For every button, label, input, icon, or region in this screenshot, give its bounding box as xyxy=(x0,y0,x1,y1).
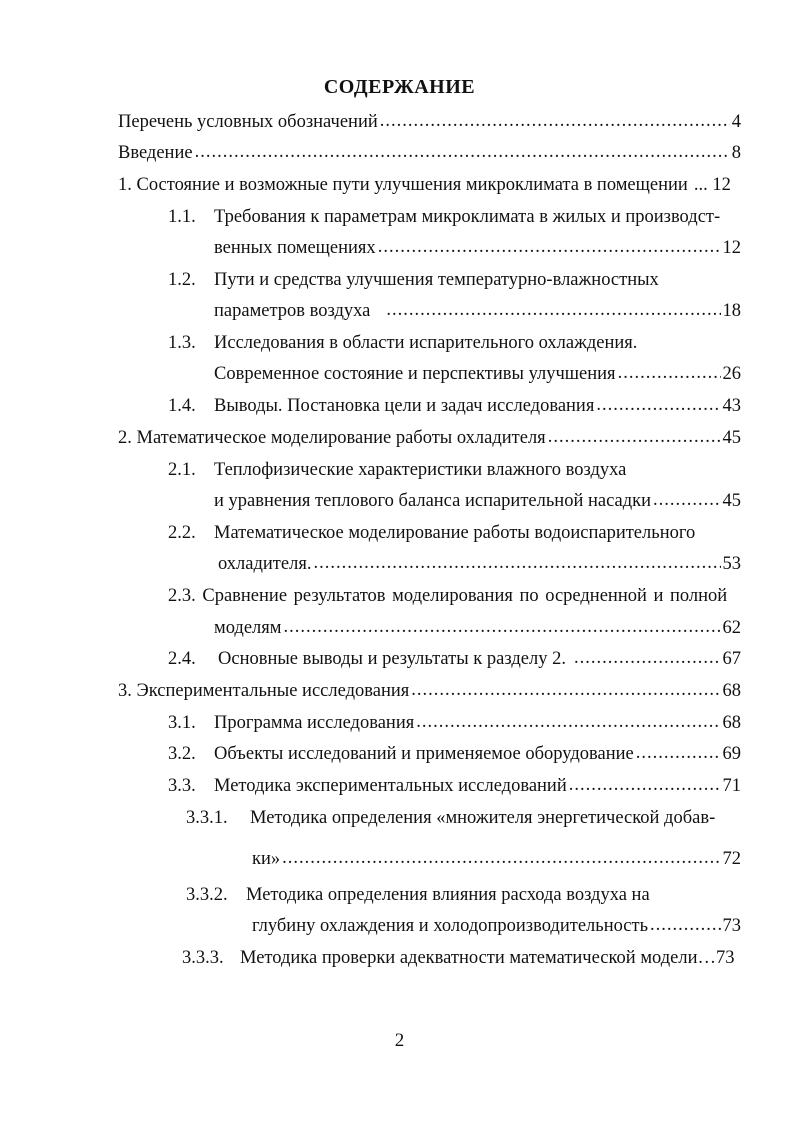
leader-dots xyxy=(596,391,720,419)
entry-text: Теплофизические характеристики влажного воздуха xyxy=(214,460,627,480)
toc-entry-continuation xyxy=(214,360,741,388)
leader-dots xyxy=(416,708,720,736)
toc-entry xyxy=(168,329,741,357)
entry-page: 72 xyxy=(722,849,741,869)
page-number: 2 xyxy=(394,1030,405,1051)
entry-text: параметров воздуха xyxy=(214,301,371,321)
entry-number: 2.1. xyxy=(168,460,196,480)
entry-page: 67 xyxy=(722,649,741,669)
entry-number: 2.2. xyxy=(168,523,196,543)
entry-page: 45 xyxy=(722,491,741,511)
toc-entry xyxy=(118,677,741,705)
entry-number: 3.3. xyxy=(168,776,196,796)
toc-entry xyxy=(118,139,741,167)
entry-number: 2.4. xyxy=(168,649,196,669)
entry-number: 3.3.2. xyxy=(186,885,228,905)
entry-page: 4 xyxy=(731,112,741,132)
entry-text: 3. Экспериментальные исследования xyxy=(118,681,410,701)
entry-page: 69 xyxy=(722,744,741,764)
entry-page: 18 xyxy=(722,301,741,321)
toc-entry-continuation xyxy=(252,845,741,873)
entry-text: Перечень условных обозначений xyxy=(118,112,378,132)
toc-entry xyxy=(186,881,741,909)
entry-number: 3.2. xyxy=(168,744,196,764)
entry-text: Математическое моделирование работы водоиспарительного xyxy=(214,523,696,543)
entry-number: 3.3.3. xyxy=(182,948,224,968)
entry-text: охладителя. xyxy=(218,554,312,574)
toc-entry xyxy=(168,709,741,737)
entry-page: 68 xyxy=(722,713,741,733)
toc-title: СОДЕРЖАНИЕ xyxy=(323,76,476,98)
toc-entry xyxy=(168,392,741,420)
toc-entry-continuation xyxy=(214,297,741,325)
entry-number: 3.3.1. xyxy=(186,808,228,828)
entry-number: 1.4. xyxy=(168,396,196,416)
entry-text: 1. Состояние и возможные пути улучшения микроклимата в помещении xyxy=(118,175,688,195)
entry-text: 2. Математическое моделирование работы охладителя xyxy=(118,428,546,448)
toc-entry xyxy=(118,424,741,452)
entry-text: моделям xyxy=(214,618,282,638)
entry-page: 53 xyxy=(722,554,741,574)
entry-text: венных помещениях xyxy=(214,238,376,258)
leader-dots xyxy=(548,423,721,451)
leader-dots xyxy=(569,771,721,799)
entry-text: Введение xyxy=(118,143,193,163)
entry-page: 62 xyxy=(722,618,741,638)
leader-dots xyxy=(618,359,721,387)
toc-entry-continuation xyxy=(252,912,741,940)
entry-text: Пути и средства улучшения температурно-влажностных xyxy=(214,270,659,290)
leader-dots xyxy=(195,138,730,166)
entry-page: 71 xyxy=(722,776,741,796)
toc-entry xyxy=(186,804,741,832)
leader-dots xyxy=(282,844,720,872)
leader-dots xyxy=(411,676,720,704)
leader-dots xyxy=(636,739,721,767)
toc-entry xyxy=(182,944,741,972)
entry-number: 1.3. xyxy=(168,333,196,353)
entry-text: Основные выводы и результаты к разделу 2. xyxy=(218,649,566,669)
leader-dots xyxy=(380,107,730,135)
entry-page: 8 xyxy=(731,143,741,163)
entry-text: Методика экспериментальных исследований xyxy=(214,776,567,796)
entry-page: 73 xyxy=(722,916,741,936)
toc-entry-continuation xyxy=(214,487,741,515)
leader-dots xyxy=(284,613,721,641)
entry-text: глубину охлаждения и холодопроизводительность xyxy=(252,916,649,936)
entry-page: 26 xyxy=(722,364,741,384)
entry-text: ки» xyxy=(252,849,281,869)
entry-text: Методика определения «множителя энергетической добав- xyxy=(250,808,716,828)
toc-entry xyxy=(168,266,741,294)
entry-page: 12 xyxy=(722,238,741,258)
entry-text: Объекты исследований и применяемое оборудование xyxy=(214,744,634,764)
entry-text: Современное состояние и перспективы улучшения xyxy=(214,364,616,384)
leader-dots xyxy=(386,296,720,324)
toc-entry xyxy=(168,456,741,484)
toc-entry-continuation xyxy=(214,234,741,262)
entry-text: 2.3. Сравнение результатов моделирования по осредненной и полной xyxy=(168,586,728,606)
entry-number: 1.1. xyxy=(168,207,196,227)
entry-text: и уравнения теплового баланса испарительной насадки xyxy=(214,491,652,511)
toc-entry xyxy=(168,519,741,547)
entry-text: Исследования в области испарительного охлаждения. xyxy=(214,333,638,353)
entry-page: ... 12 xyxy=(693,175,731,195)
toc-entry xyxy=(118,108,741,136)
leader-dots xyxy=(574,644,721,672)
toc-entry xyxy=(118,171,741,199)
toc-entry xyxy=(168,645,741,673)
entry-page: 68 xyxy=(722,681,741,701)
entry-text: Требования к параметрам микроклимата в жилых и производст- xyxy=(214,207,721,227)
toc-entry-continuation xyxy=(214,614,741,642)
entry-number: 1.2. xyxy=(168,270,196,290)
entry-page: 43 xyxy=(722,396,741,416)
toc-entry xyxy=(168,740,741,768)
toc-entry-continuation xyxy=(218,550,741,578)
entry-page: 45 xyxy=(722,428,741,448)
leader-dots xyxy=(650,911,720,939)
toc-entry xyxy=(168,772,741,800)
entry-text: Программа исследования xyxy=(214,713,415,733)
entry-text: Методика проверки адекватности математической модели…73 xyxy=(240,948,735,968)
leader-dots xyxy=(313,549,720,577)
entry-number: 3.1. xyxy=(168,713,196,733)
entry-text: Методика определения влияния расхода воздуха на xyxy=(246,885,650,905)
toc-entry xyxy=(168,582,741,610)
toc-entry xyxy=(168,203,741,231)
leader-dots xyxy=(378,233,721,261)
leader-dots xyxy=(653,486,720,514)
entry-text: Выводы. Постановка цели и задач исследования xyxy=(214,396,595,416)
